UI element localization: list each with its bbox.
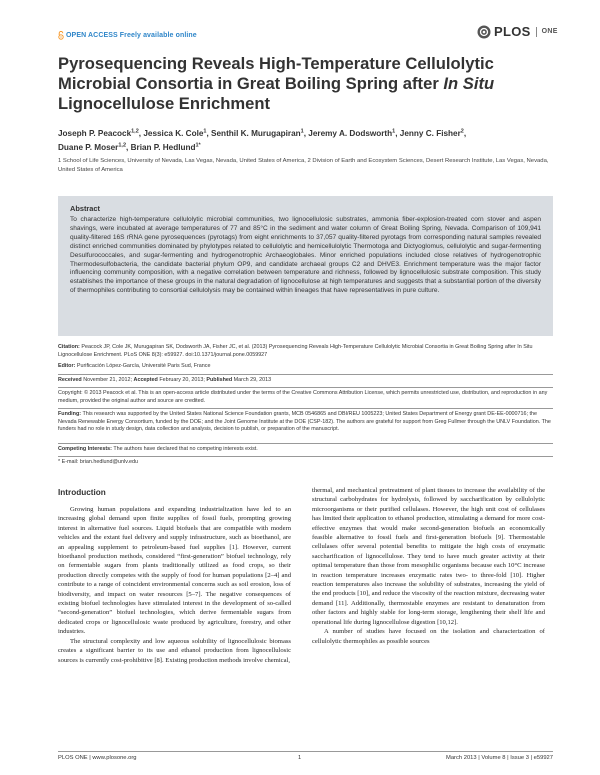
paper-title bbox=[58, 54, 553, 114]
footer-divider bbox=[58, 751, 553, 752]
author-list: Joseph P. Peacock$^{1,2}$, Jessica K. Cole$^1$, Senthil K. Murugapiran$^1$, Jeremy A. Dodsworth$^1$, Jenny C. Fisher$^2$, Duane P. Moser$^{1,2}$, Brian P. Hedlund$^{1*}$ bbox=[58, 128, 467, 152]
title-main: Pyrosequencing Reveals High-Temperature Cellulolytic Microbial Consortia in Great Boiling Spring after bbox=[58, 54, 494, 93]
title-end: Lignocellulose Enrichment bbox=[58, 94, 271, 113]
body-paragraph: Growing human populations and expanding industrialization have led to an increasing global demand upon finite supplies of fossil fuels, prompting growing interest in alternative fuel sources. Liquid biofuels that are compatible with modern vehicles and the extant fuel delivery and supply infrastructure, such as bioethanol, are an appealing supplement to petroleum-based fuel supplies [1]. However, current bioethanol production methods, considered “first-generation” biofuel technology, rely on fermentable sugars from plants traditionally utilized as food crops, so their production directly competes with the supply of food for human populations [2–4] and contribute to a range of coincident environmental concerns such as soil erosion, loss of biodiversity, and impact on water resources [5–7]. The negative consequences of existing biofuel technologies have stimulated interest in the development of so-called “second-generation” biofuel technologies, which derive fermentable sugars from dedicated crops or lignocellulosic waste produced by agriculture, forestry, and other industries. bbox=[58, 506, 291, 636]
funding: Funding: This research was supported by the United States National Science Foundation grants, MCB 0546865 and DBI/REU 1005223; United States Department of Energy grant DE-EE-0000716; the Nevada Renewable Energy Consortium, funded by the DOE; and the Joint Genome Institute at the DOE (CSP-182). The authors are grateful for support from Greg Fullmer through the UNLV Foundation. The funders had no role in study design, data collection and analysis, decision to publish, or preparation of the manuscript. bbox=[58, 411, 551, 433]
footer-journal: PLOS ONE | www.plosone.org bbox=[58, 755, 137, 761]
body-column-right bbox=[312, 486, 545, 646]
dates: Received November 21, 2012; Accepted February 20, 2013; Published March 29, 2013 bbox=[58, 377, 272, 383]
competing-interests: Competing Interests: The authors have declared that no competing interests exist. bbox=[58, 446, 258, 452]
plos-logo-icon bbox=[477, 25, 491, 39]
abstract-heading: Abstract bbox=[70, 204, 100, 213]
citation: Citation: Peacock JP, Cole JK, Murugapiran SK, Dodsworth JA, Fisher JC, et al. (2013) Pyrosequencing Reveals High-Temperature Cellulolytic Microbial Consortia in Great Boiling Spring after In Situ Lignocellulose Enrichment. PLoS ONE 8(3): e59927. doi:10.1371/journal.pone.0059927 bbox=[58, 344, 533, 358]
freely-available-label: Freely available online bbox=[119, 32, 197, 39]
abstract-text: To characterize high-temperature cellulolytic microbial communities, two lignocellulosic substrates, ammonia fiber-explosion-treated corn stover and aspen shavings, were incubated at average temperatures of 77 and 85°C in the sediment and water column of Great Boiling Spring, Nevada. Comparison of 109,941 quality-filtered 16S rRNA gene pyrosequences (pyrotags) from eight enrichments to 37,057 quality-filtered pyrotags from corresponding natural samples revealed distinct enriched communities dominated by phylotypes related to cellulolytic and hemicellulolytic Thermotoga and Dictyoglomus, cellulolytic and sugar-fermenting Desulfurococcales, and sugar-fermenting and hydrogenotrophic Archaeoglobales. Minor enriched populations included close relatives of hydrogenotrophic Thermodesulfobacteria, the candidate bacterial phylum OP9, and candidate archaeal groups C2 and DHVE3. Enrichment temperature was the major factor influencing community composition, with a negative correlation between temperature and richness, followed by lignocellulosic substrate composition. This study establishes the importance of these groups in the natural degradation of lignocellulose at high temperatures and suggests that a substantial portion of the diversity of thermophiles contributing to consortial cellulolysis may be contained within lineages that have representatives in pure culture. bbox=[70, 216, 541, 295]
author: Joseph P. Peacock$^{1,2}$ bbox=[58, 128, 139, 138]
page-number: 1 bbox=[298, 755, 302, 761]
open-access-badge bbox=[58, 31, 197, 40]
divider bbox=[58, 443, 553, 444]
body-paragraph: A number of studies have focused on the isolation and characterization of cellulolytic thermophiles as possible sources bbox=[312, 628, 545, 645]
section-heading-introduction: Introduction bbox=[58, 488, 106, 497]
open-access-label: OPEN ACCESS bbox=[66, 32, 118, 39]
abstract-box bbox=[58, 196, 553, 336]
divider bbox=[58, 408, 553, 409]
title-italic: In Situ bbox=[443, 74, 495, 93]
journal-name: PLOS bbox=[494, 24, 531, 39]
body-paragraph: thermal, and mechanical pretreatment of plant tissues to increase the availability of the structural carbohydrates for hydrolysis, followed by saccharification by cellulolytic microorganisms or their purified cellulases. However, the high unit cost of cellulases has limited their application to ethanol production, stimulating a demand for more cost-effective enzymes that would make second-generation biofuels an economically feasible alternative to fossil fuels and first-generation biofuels [9]. Thermostable cellulases offer several potential benefits to mitigate the high costs of enzymatic saccharification of lignocellulose. They tend to have much greater activity at their optimal temperature than those from mesophilic organisms because each 10°C increase in reaction temperature increases enzymatic rates two- to three-fold [10]. Higher reaction temperatures also increase the solubility of substrates, increasing the yield of the end products [10], and reduce the viscosity of the reaction mixture, decreasing water demand [11]. Additionally, thermostable enzymes are resistant to denaturation from other factors and highly stable for long-term storage, lengthening their shelf life and operational life during lignocellulose digestion [10,12]. bbox=[312, 487, 545, 626]
journal-suffix: ONE bbox=[541, 28, 558, 35]
body-paragraph: The structural complexity and low aqueous solubility of lignocellulosic biomass creates a significant barrier to its use and ethanol production from lignocellulosic sources is currently cost-prohibitive [8]. Existing production methods involve chemical, bbox=[58, 637, 291, 664]
plos-one-logo bbox=[477, 24, 558, 39]
affiliations: 1 School of Life Sciences, University of Nevada, Las Vegas, Nevada, United States of America, 2 Division of Earth and Ecosystem Sciences, Desert Research Institute, Las Vegas, Nevada, United States of America bbox=[58, 158, 549, 173]
editor: Editor: Purificación López-García, Université Paris Sud, France bbox=[58, 363, 211, 369]
logo-divider bbox=[536, 27, 537, 37]
open-lock-icon bbox=[58, 31, 64, 40]
divider bbox=[58, 374, 553, 375]
divider bbox=[58, 456, 553, 457]
body-column-left bbox=[58, 505, 291, 665]
author: Jessica K. Cole$^1$ bbox=[143, 128, 207, 138]
author: Jenny C. Fisher$^2$ bbox=[399, 128, 464, 138]
author: Jeremy A. Dodsworth$^1$ bbox=[308, 128, 396, 138]
footer-issue: March 2013 | Volume 8 | Issue 3 | e59927 bbox=[446, 755, 553, 761]
email: * E-mail: brian.hedlund@unlv.edu bbox=[58, 459, 138, 465]
author: Brian P. Hedlund$^{1*}$ bbox=[130, 141, 201, 152]
author: Duane P. Moser$^{1,2}$ bbox=[58, 141, 127, 152]
copyright: Copyright: © 2013 Peacock et al. This is an open-access article distributed under the terms of the Creative Commons Attribution License, which permits unrestricted use, distribution, and reproduction in any medium, provided the original author and source are credited. bbox=[58, 390, 548, 404]
divider bbox=[58, 387, 553, 388]
author: Senthil K. Murugapiran$^1$ bbox=[211, 128, 304, 138]
